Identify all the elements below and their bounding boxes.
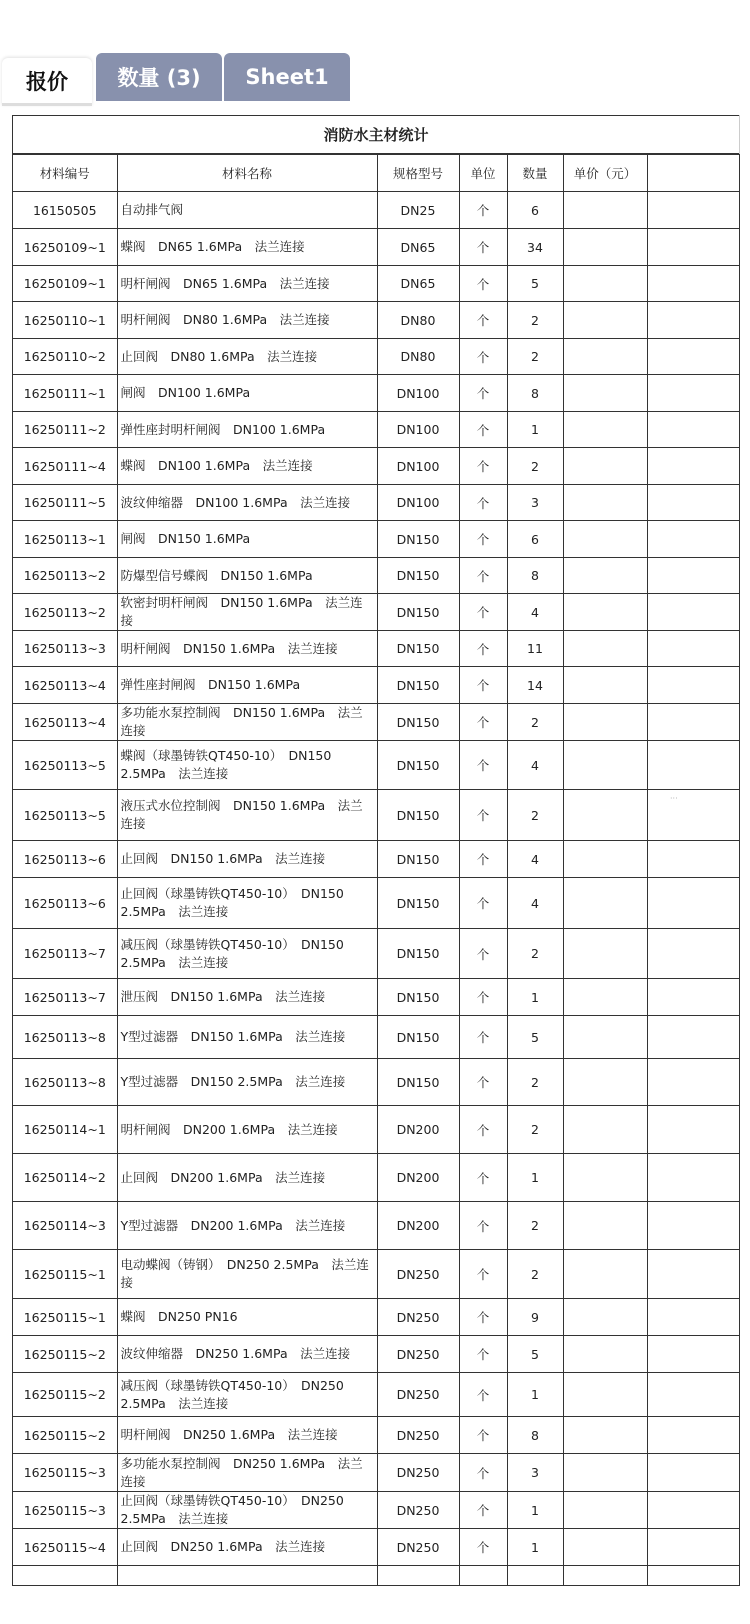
cell-price[interactable] bbox=[563, 1299, 647, 1336]
cell-unit[interactable]: 个 bbox=[459, 741, 507, 790]
cell-spec[interactable]: DN100 bbox=[377, 485, 459, 521]
cell-unit[interactable]: 个 bbox=[459, 229, 507, 266]
table-row bbox=[13, 339, 739, 375]
cell-extra[interactable] bbox=[647, 1016, 739, 1059]
cell-qty[interactable]: 8 bbox=[507, 1417, 563, 1454]
cell-price[interactable] bbox=[563, 302, 647, 339]
cell-price[interactable] bbox=[563, 521, 647, 558]
cell-name[interactable]: 止回阀 DN250 1.6MPa 法兰连接 bbox=[117, 1529, 377, 1566]
table-row bbox=[13, 1336, 739, 1373]
cell-code[interactable]: 16250114~2 bbox=[13, 1154, 117, 1202]
cell-code[interactable]: 16250113~5 bbox=[13, 741, 117, 790]
cell-code[interactable]: 16250114~1 bbox=[13, 1106, 117, 1154]
cell-price[interactable] bbox=[563, 631, 647, 667]
cell-spec[interactable]: DN250 bbox=[377, 1529, 459, 1566]
cell-unit[interactable]: 个 bbox=[459, 979, 507, 1016]
cell-code[interactable]: 16250115~4 bbox=[13, 1529, 117, 1566]
materials-table bbox=[13, 154, 740, 1586]
cell-code[interactable]: 16250113~6 bbox=[13, 878, 117, 929]
cell-price[interactable] bbox=[563, 229, 647, 266]
cell-unit[interactable]: 个 bbox=[459, 1250, 507, 1299]
cell-extra[interactable] bbox=[647, 521, 739, 558]
cell-qty[interactable]: 34 bbox=[507, 229, 563, 266]
cell-qty[interactable]: 1 bbox=[507, 1492, 563, 1529]
cell-name[interactable]: 蝶阀 DN250 PN16 bbox=[117, 1299, 377, 1336]
cell-price[interactable] bbox=[563, 1059, 647, 1106]
cell-price[interactable] bbox=[563, 741, 647, 790]
cell-qty[interactable]: 2 bbox=[507, 929, 563, 979]
cell-name[interactable]: 止回阀（球墨铸铁QT450-10） DN250 2.5MPa 法兰连接 bbox=[117, 1492, 377, 1529]
table-row bbox=[13, 979, 739, 1016]
cell-spec[interactable]: DN80 bbox=[377, 339, 459, 375]
cell-extra[interactable] bbox=[647, 1566, 739, 1586]
cell-price[interactable] bbox=[563, 558, 647, 594]
cell-name[interactable]: 自动排气阀 bbox=[117, 192, 377, 229]
cell-price[interactable] bbox=[563, 192, 647, 229]
cell-qty[interactable]: 2 bbox=[507, 790, 563, 841]
cell-price[interactable] bbox=[563, 841, 647, 878]
cell-name[interactable]: 止回阀 DN200 1.6MPa 法兰连接 bbox=[117, 1154, 377, 1202]
cell-unit[interactable]: 个 bbox=[459, 841, 507, 878]
cell-code[interactable]: 16250113~6 bbox=[13, 841, 117, 878]
cell-spec[interactable]: DN150 bbox=[377, 929, 459, 979]
cell-qty[interactable]: 9 bbox=[507, 1299, 563, 1336]
cell-spec[interactable]: DN250 bbox=[377, 1336, 459, 1373]
cell-unit[interactable]: 个 bbox=[459, 192, 507, 229]
cell-qty[interactable]: 2 bbox=[507, 1250, 563, 1299]
cell-unit[interactable] bbox=[459, 1566, 507, 1586]
cell-extra[interactable] bbox=[647, 1336, 739, 1373]
col-header-qty[interactable]: 数量 bbox=[507, 155, 563, 192]
cell-code[interactable]: 16250113~8 bbox=[13, 1016, 117, 1059]
cell-name[interactable]: 止回阀（球墨铸铁QT450-10） DN150 2.5MPa 法兰连接 bbox=[117, 878, 377, 929]
sheet-tab-bar bbox=[0, 53, 750, 103]
cell-unit[interactable]: 个 bbox=[459, 375, 507, 412]
cell-code[interactable]: 16250115~3 bbox=[13, 1492, 117, 1529]
cell-unit[interactable]: 个 bbox=[459, 521, 507, 558]
table-row bbox=[13, 594, 739, 631]
cell-unit[interactable]: 个 bbox=[459, 339, 507, 375]
cell-unit[interactable]: 个 bbox=[459, 1299, 507, 1336]
cell-spec[interactable]: DN200 bbox=[377, 1202, 459, 1250]
cell-qty[interactable]: 5 bbox=[507, 1336, 563, 1373]
cell-qty[interactable]: 2 bbox=[507, 302, 563, 339]
cell-extra[interactable] bbox=[647, 631, 739, 667]
cell-code[interactable]: 16250111~2 bbox=[13, 412, 117, 448]
cell-price[interactable] bbox=[563, 667, 647, 704]
cell-extra[interactable] bbox=[647, 1202, 739, 1250]
cell-name[interactable] bbox=[117, 1566, 377, 1586]
table-row bbox=[13, 1016, 739, 1059]
cell-price[interactable] bbox=[563, 790, 647, 841]
cell-qty[interactable]: 8 bbox=[507, 375, 563, 412]
cell-spec[interactable]: DN250 bbox=[377, 1454, 459, 1492]
cell-price[interactable] bbox=[563, 704, 647, 741]
cell-unit[interactable]: 个 bbox=[459, 302, 507, 339]
cell-spec[interactable]: DN150 bbox=[377, 741, 459, 790]
cell-name[interactable]: 多功能水泵控制阀 DN250 1.6MPa 法兰连接 bbox=[117, 1454, 377, 1492]
cell-qty[interactable]: 1 bbox=[507, 412, 563, 448]
cell-name[interactable]: 减压阀（球墨铸铁QT450-10） DN150 2.5MPa 法兰连接 bbox=[117, 929, 377, 979]
cell-code[interactable]: 16250111~5 bbox=[13, 485, 117, 521]
cell-name[interactable]: 明杆闸阀 DN80 1.6MPa 法兰连接 bbox=[117, 302, 377, 339]
cell-spec[interactable]: DN150 bbox=[377, 841, 459, 878]
cell-qty[interactable] bbox=[507, 1566, 563, 1586]
cell-spec[interactable]: DN250 bbox=[377, 1299, 459, 1336]
tab-quote[interactable]: 报价 bbox=[2, 58, 92, 106]
cell-price[interactable] bbox=[563, 1336, 647, 1373]
cell-spec[interactable]: DN250 bbox=[377, 1417, 459, 1454]
cell-unit[interactable]: 个 bbox=[459, 1336, 507, 1373]
cell-qty[interactable]: 2 bbox=[507, 339, 563, 375]
cell-spec[interactable]: DN150 bbox=[377, 521, 459, 558]
table-row bbox=[13, 704, 739, 741]
cell-code[interactable]: 16250113~7 bbox=[13, 979, 117, 1016]
cell-price[interactable] bbox=[563, 266, 647, 302]
cell-spec[interactable]: DN200 bbox=[377, 1154, 459, 1202]
cell-unit[interactable]: 个 bbox=[459, 558, 507, 594]
cell-qty[interactable]: 4 bbox=[507, 594, 563, 631]
cell-name[interactable]: 液压式水位控制阀 DN150 1.6MPa 法兰连接 bbox=[117, 790, 377, 841]
cell-price[interactable] bbox=[563, 1106, 647, 1154]
cell-extra[interactable] bbox=[647, 704, 739, 741]
cell-price[interactable] bbox=[563, 1492, 647, 1529]
spreadsheet bbox=[12, 115, 740, 1586]
cell-extra[interactable] bbox=[647, 266, 739, 302]
table-row bbox=[13, 192, 739, 229]
cell-qty[interactable]: 11 bbox=[507, 631, 563, 667]
cell-price[interactable] bbox=[563, 929, 647, 979]
table-row bbox=[13, 1417, 739, 1454]
cell-unit[interactable]: 个 bbox=[459, 790, 507, 841]
cell-code[interactable]: 16250113~7 bbox=[13, 929, 117, 979]
cell-name[interactable]: 止回阀 DN150 1.6MPa 法兰连接 bbox=[117, 841, 377, 878]
cell-code[interactable]: 16250115~2 bbox=[13, 1336, 117, 1373]
cell-price[interactable] bbox=[563, 1566, 647, 1586]
sheet-title: 消防水主材统计 bbox=[13, 115, 739, 154]
cell-code[interactable]: 16250110~2 bbox=[13, 339, 117, 375]
cell-unit[interactable]: 个 bbox=[459, 704, 507, 741]
cell-qty[interactable]: 1 bbox=[507, 979, 563, 1016]
cell-name[interactable]: Y型过滤器 DN200 1.6MPa 法兰连接 bbox=[117, 1202, 377, 1250]
cell-code[interactable]: 16250115~1 bbox=[13, 1250, 117, 1299]
cell-price[interactable] bbox=[563, 339, 647, 375]
col-header-price[interactable]: 单价（元） bbox=[563, 155, 647, 192]
cell-unit[interactable]: 个 bbox=[459, 667, 507, 704]
cell-spec[interactable]: DN150 bbox=[377, 667, 459, 704]
cell-code[interactable]: 16250113~2 bbox=[13, 558, 117, 594]
table-row bbox=[13, 485, 739, 521]
table-row bbox=[13, 1059, 739, 1106]
table-row bbox=[13, 741, 739, 790]
cell-extra[interactable] bbox=[647, 1417, 739, 1454]
cell-extra[interactable] bbox=[647, 448, 739, 485]
cell-name[interactable]: 波纹伸缩器 DN250 1.6MPa 法兰连接 bbox=[117, 1336, 377, 1373]
cell-unit[interactable]: 个 bbox=[459, 631, 507, 667]
cell-extra[interactable] bbox=[647, 1059, 739, 1106]
cell-name[interactable]: 泄压阀 DN150 1.6MPa 法兰连接 bbox=[117, 979, 377, 1016]
cell-price[interactable] bbox=[563, 1417, 647, 1454]
cell-qty[interactable]: 1 bbox=[507, 1373, 563, 1417]
cell-unit[interactable]: 个 bbox=[459, 1373, 507, 1417]
table-row bbox=[13, 1529, 739, 1566]
cell-extra[interactable] bbox=[647, 1154, 739, 1202]
cell-qty[interactable]: 4 bbox=[507, 741, 563, 790]
cell-name[interactable]: 防爆型信号蝶阀 DN150 1.6MPa bbox=[117, 558, 377, 594]
table-row bbox=[13, 448, 739, 485]
cell-name[interactable]: 明杆闸阀 DN200 1.6MPa 法兰连接 bbox=[117, 1106, 377, 1154]
cell-qty[interactable]: 2 bbox=[507, 704, 563, 741]
cell-spec[interactable]: DN150 bbox=[377, 979, 459, 1016]
cell-qty[interactable]: 5 bbox=[507, 1016, 563, 1059]
table-row bbox=[13, 929, 739, 979]
cell-name[interactable]: 明杆闸阀 DN150 1.6MPa 法兰连接 bbox=[117, 631, 377, 667]
cell-spec[interactable]: DN150 bbox=[377, 1016, 459, 1059]
cell-unit[interactable]: 个 bbox=[459, 1454, 507, 1492]
cell-extra[interactable] bbox=[647, 229, 739, 266]
cell-spec[interactable]: DN100 bbox=[377, 412, 459, 448]
cell-price[interactable] bbox=[563, 878, 647, 929]
cell-extra[interactable] bbox=[647, 1106, 739, 1154]
cell-unit[interactable]: 个 bbox=[459, 878, 507, 929]
table-row bbox=[13, 790, 739, 841]
table-row bbox=[13, 521, 739, 558]
table-row bbox=[13, 266, 739, 302]
cell-spec[interactable]: DN150 bbox=[377, 594, 459, 631]
cell-price[interactable] bbox=[563, 448, 647, 485]
cell-spec[interactable]: DN200 bbox=[377, 1106, 459, 1154]
cell-extra[interactable] bbox=[647, 1492, 739, 1529]
cell-code[interactable]: 16250115~2 bbox=[13, 1417, 117, 1454]
col-header-code[interactable]: 材料编号 bbox=[13, 155, 117, 192]
cell-qty[interactable]: 1 bbox=[507, 1154, 563, 1202]
cell-code[interactable]: 16150505 bbox=[13, 192, 117, 229]
cell-qty[interactable]: 3 bbox=[507, 1454, 563, 1492]
cell-code[interactable]: 16250113~8 bbox=[13, 1059, 117, 1106]
cell-unit[interactable]: 个 bbox=[459, 1154, 507, 1202]
cell-extra[interactable] bbox=[647, 741, 739, 790]
table-row bbox=[13, 1454, 739, 1492]
cell-extra[interactable] bbox=[647, 1299, 739, 1336]
col-header-name[interactable]: 材料名称 bbox=[117, 155, 377, 192]
cell-extra[interactable] bbox=[647, 375, 739, 412]
table-row bbox=[13, 229, 739, 266]
cell-name[interactable]: 明杆闸阀 DN65 1.6MPa 法兰连接 bbox=[117, 266, 377, 302]
table-row bbox=[13, 667, 739, 704]
cell-unit[interactable]: 个 bbox=[459, 485, 507, 521]
cell-code[interactable]: 16250113~4 bbox=[13, 704, 117, 741]
cell-name[interactable]: 波纹伸缩器 DN100 1.6MPa 法兰连接 bbox=[117, 485, 377, 521]
cell-price[interactable] bbox=[563, 594, 647, 631]
cell-name[interactable]: 多功能水泵控制阀 DN150 1.6MPa 法兰连接 bbox=[117, 704, 377, 741]
cell-code[interactable] bbox=[13, 1566, 117, 1586]
cell-extra[interactable] bbox=[647, 1250, 739, 1299]
cell-name[interactable]: Y型过滤器 DN150 1.6MPa 法兰连接 bbox=[117, 1016, 377, 1059]
cell-code[interactable]: 16250113~2 bbox=[13, 594, 117, 631]
table-row bbox=[13, 631, 739, 667]
cell-qty[interactable]: 8 bbox=[507, 558, 563, 594]
cell-name[interactable]: 蝶阀 DN100 1.6MPa 法兰连接 bbox=[117, 448, 377, 485]
cell-code[interactable]: 16250113~1 bbox=[13, 521, 117, 558]
table-row bbox=[13, 1492, 739, 1529]
cell-unit[interactable]: 个 bbox=[459, 1417, 507, 1454]
cell-name[interactable]: 减压阀（球墨铸铁QT450-10） DN250 2.5MPa 法兰连接 bbox=[117, 1373, 377, 1417]
cell-qty[interactable]: 2 bbox=[507, 1059, 563, 1106]
cell-name[interactable]: 蝶阀 DN65 1.6MPa 法兰连接 bbox=[117, 229, 377, 266]
cell-unit[interactable]: 个 bbox=[459, 1106, 507, 1154]
cell-price[interactable] bbox=[563, 1454, 647, 1492]
cell-qty[interactable]: 3 bbox=[507, 485, 563, 521]
cell-extra[interactable] bbox=[647, 1454, 739, 1492]
cell-spec[interactable]: DN65 bbox=[377, 229, 459, 266]
cell-unit[interactable]: 个 bbox=[459, 594, 507, 631]
cell-spec[interactable]: DN150 bbox=[377, 558, 459, 594]
table-row bbox=[13, 558, 739, 594]
cell-spec[interactable] bbox=[377, 1566, 459, 1586]
cell-unit[interactable]: 个 bbox=[459, 1202, 507, 1250]
cell-price[interactable] bbox=[563, 1373, 647, 1417]
cell-name[interactable]: 蝶阀（球墨铸铁QT450-10） DN150 2.5MPa 法兰连接 bbox=[117, 741, 377, 790]
cell-spec[interactable]: DN65 bbox=[377, 266, 459, 302]
cell-qty[interactable]: 2 bbox=[507, 1106, 563, 1154]
cell-name[interactable]: 弹性座封闸阀 DN150 1.6MPa bbox=[117, 667, 377, 704]
cell-unit[interactable]: 个 bbox=[459, 1016, 507, 1059]
table-row bbox=[13, 1373, 739, 1417]
cell-price[interactable] bbox=[563, 485, 647, 521]
cell-spec[interactable]: DN100 bbox=[377, 448, 459, 485]
cell-spec[interactable]: DN80 bbox=[377, 302, 459, 339]
table-row bbox=[13, 878, 739, 929]
table-row bbox=[13, 1299, 739, 1336]
cell-qty[interactable]: 5 bbox=[507, 266, 563, 302]
table-row bbox=[13, 841, 739, 878]
cell-extra[interactable] bbox=[647, 302, 739, 339]
cell-spec[interactable]: DN150 bbox=[377, 878, 459, 929]
cell-qty[interactable]: 4 bbox=[507, 878, 563, 929]
cell-code[interactable]: 16250115~3 bbox=[13, 1454, 117, 1492]
cell-qty[interactable]: 14 bbox=[507, 667, 563, 704]
cell-price[interactable] bbox=[563, 1016, 647, 1059]
header-row bbox=[13, 155, 739, 192]
cell-code[interactable]: 16250113~3 bbox=[13, 631, 117, 667]
cell-unit[interactable]: 个 bbox=[459, 448, 507, 485]
cell-extra[interactable] bbox=[647, 485, 739, 521]
cell-price[interactable] bbox=[563, 375, 647, 412]
cell-unit[interactable]: 个 bbox=[459, 929, 507, 979]
col-header-extra[interactable] bbox=[647, 155, 739, 192]
cell-name[interactable]: Y型过滤器 DN150 2.5MPa 法兰连接 bbox=[117, 1059, 377, 1106]
cell-spec[interactable]: DN25 bbox=[377, 192, 459, 229]
cell-code[interactable]: 16250115~2 bbox=[13, 1373, 117, 1417]
cell-qty[interactable]: 1 bbox=[507, 1529, 563, 1566]
cell-extra[interactable] bbox=[647, 558, 739, 594]
cell-code[interactable]: 16250114~3 bbox=[13, 1202, 117, 1250]
cell-spec[interactable]: DN150 bbox=[377, 1059, 459, 1106]
cell-code[interactable]: 16250115~1 bbox=[13, 1299, 117, 1336]
cell-unit[interactable]: 个 bbox=[459, 1529, 507, 1566]
cell-unit[interactable]: 个 bbox=[459, 1492, 507, 1529]
cell-extra[interactable] bbox=[647, 878, 739, 929]
cell-unit[interactable]: 个 bbox=[459, 1059, 507, 1106]
cell-spec[interactable]: DN150 bbox=[377, 704, 459, 741]
cell-name[interactable]: 闸阀 DN100 1.6MPa bbox=[117, 375, 377, 412]
tab-sheet1[interactable]: Sheet1 bbox=[224, 53, 350, 101]
cell-qty[interactable]: 6 bbox=[507, 521, 563, 558]
cell-price[interactable] bbox=[563, 1250, 647, 1299]
cell-extra[interactable] bbox=[647, 339, 739, 375]
stray-mark: ··· bbox=[670, 794, 678, 803]
cell-code[interactable]: 16250111~1 bbox=[13, 375, 117, 412]
cell-name[interactable]: 弹性座封明杆闸阀 DN100 1.6MPa bbox=[117, 412, 377, 448]
cell-qty[interactable]: 4 bbox=[507, 841, 563, 878]
cell-extra[interactable] bbox=[647, 1373, 739, 1417]
cell-code[interactable]: 16250109~1 bbox=[13, 229, 117, 266]
cell-name[interactable]: 止回阀 DN80 1.6MPa 法兰连接 bbox=[117, 339, 377, 375]
cell-unit[interactable]: 个 bbox=[459, 266, 507, 302]
cell-spec[interactable]: DN100 bbox=[377, 375, 459, 412]
table-row bbox=[13, 412, 739, 448]
cell-extra[interactable] bbox=[647, 841, 739, 878]
cell-extra[interactable] bbox=[647, 979, 739, 1016]
cell-name[interactable]: 电动蝶阀（铸钢） DN250 2.5MPa 法兰连接 bbox=[117, 1250, 377, 1299]
cell-name[interactable]: 软密封明杆闸阀 DN150 1.6MPa 法兰连接 bbox=[117, 594, 377, 631]
cell-code[interactable]: 16250113~4 bbox=[13, 667, 117, 704]
cell-price[interactable] bbox=[563, 1529, 647, 1566]
cell-extra[interactable] bbox=[647, 929, 739, 979]
col-header-spec[interactable]: 规格型号 bbox=[377, 155, 459, 192]
cell-code[interactable]: 16250113~5 bbox=[13, 790, 117, 841]
cell-name[interactable]: 闸阀 DN150 1.6MPa bbox=[117, 521, 377, 558]
cell-spec[interactable]: DN250 bbox=[377, 1492, 459, 1529]
cell-price[interactable] bbox=[563, 979, 647, 1016]
cell-price[interactable] bbox=[563, 412, 647, 448]
cell-code[interactable]: 16250111~4 bbox=[13, 448, 117, 485]
cell-unit[interactable]: 个 bbox=[459, 412, 507, 448]
table-row bbox=[13, 1566, 739, 1586]
cell-qty[interactable]: 6 bbox=[507, 192, 563, 229]
table-row bbox=[13, 302, 739, 339]
cell-extra[interactable] bbox=[647, 790, 739, 841]
cell-qty[interactable]: 2 bbox=[507, 1202, 563, 1250]
tab-quantity[interactable]: 数量 (3) bbox=[96, 53, 222, 101]
cell-extra[interactable] bbox=[647, 1529, 739, 1566]
cell-code[interactable]: 16250109~1 bbox=[13, 266, 117, 302]
cell-extra[interactable] bbox=[647, 412, 739, 448]
cell-qty[interactable]: 2 bbox=[507, 448, 563, 485]
table-row bbox=[13, 1154, 739, 1202]
cell-name[interactable]: 明杆闸阀 DN250 1.6MPa 法兰连接 bbox=[117, 1417, 377, 1454]
cell-extra[interactable] bbox=[647, 192, 739, 229]
table-row bbox=[13, 1106, 739, 1154]
table-row bbox=[13, 375, 739, 412]
table-row bbox=[13, 1202, 739, 1250]
cell-spec[interactable]: DN250 bbox=[377, 1250, 459, 1299]
table-row bbox=[13, 1250, 739, 1299]
cell-extra[interactable] bbox=[647, 667, 739, 704]
cell-code[interactable]: 16250110~1 bbox=[13, 302, 117, 339]
cell-spec[interactable]: DN250 bbox=[377, 1373, 459, 1417]
cell-spec[interactable]: DN150 bbox=[377, 631, 459, 667]
cell-price[interactable] bbox=[563, 1202, 647, 1250]
cell-spec[interactable]: DN150 bbox=[377, 790, 459, 841]
cell-extra[interactable] bbox=[647, 594, 739, 631]
col-header-unit[interactable]: 单位 bbox=[459, 155, 507, 192]
cell-price[interactable] bbox=[563, 1154, 647, 1202]
